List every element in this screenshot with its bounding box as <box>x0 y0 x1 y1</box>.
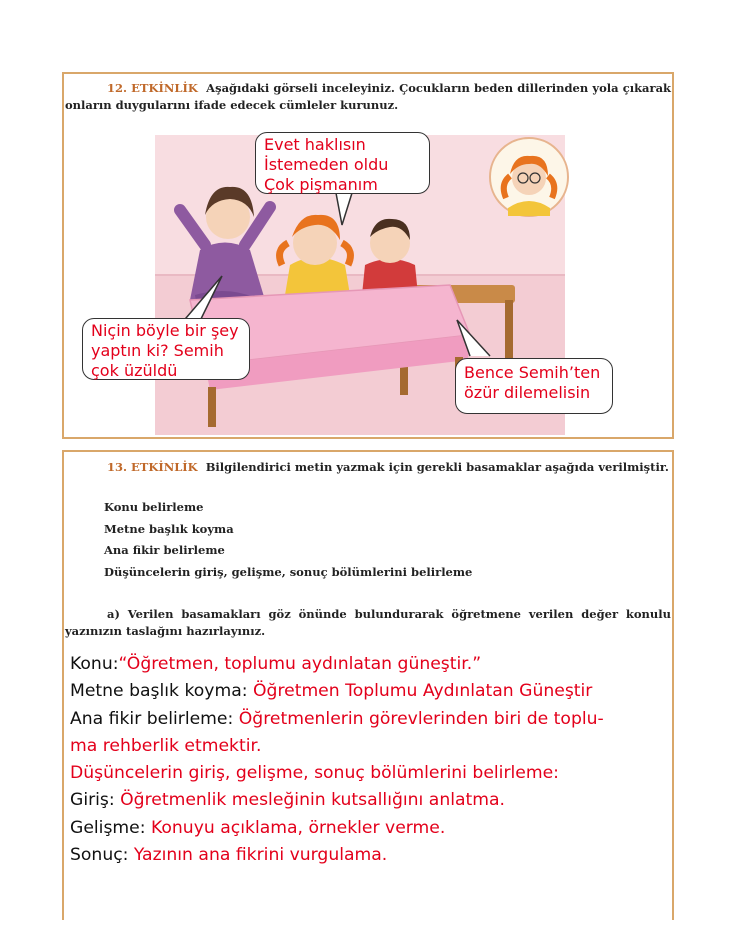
steps-list <box>104 497 472 583</box>
answer-anafikir <box>70 706 670 733</box>
giris-value: Öğretmenlik mesleğinin kutsallığını anlatma. <box>120 790 506 811</box>
activity-13-heading: 13. ETKİNLİK <box>107 460 198 474</box>
speech-bubble-right <box>455 358 613 414</box>
anafikir-value: Öğretmenlerin görevlerinden biri de toplu- <box>238 708 604 729</box>
baslik-label: Metne başlık koyma: <box>70 681 248 702</box>
question-text: a) Verilen basamakları göz önünde bulundurarak öğretmene verilen değer konulu yazınızın taslağını hazırlayınız. <box>65 607 671 638</box>
speech-bubble-top <box>255 132 430 194</box>
answer-sonuc <box>70 842 670 869</box>
bubble-right-line-2: özür dilemelisin <box>464 383 591 402</box>
step-item: Metne başlık koyma <box>104 521 234 536</box>
bubble-left-line-1: Niçin böyle bir şey <box>91 321 239 340</box>
step-item: Ana fikir belirleme <box>104 543 225 557</box>
bubble-left-line-2: yaptın ki? Semih <box>91 341 224 360</box>
answer-bolumler: Düşüncelerin giriş, gelişme, sonuç bölümlerini belirleme: <box>70 763 559 784</box>
gelisme-value: Konuyu açıklama, örnekler verme. <box>150 817 446 838</box>
answer-giris <box>70 787 670 814</box>
activity-13-question <box>65 606 671 640</box>
activity-13-instructions <box>65 459 671 476</box>
bubble-top-line-1: Evet haklısın <box>264 135 366 154</box>
gelisme-label: Gelişme: <box>70 817 146 838</box>
step-item: Düşüncelerin giriş, gelişme, sonuç bölümlerini belirleme <box>104 564 473 579</box>
konu-value: “Öğretmen, toplumu aydınlatan güneştir.” <box>118 654 482 674</box>
sonuc-label: Sonuç: <box>70 845 129 866</box>
bubble-top-line-3: Çok pişmanım <box>264 175 378 194</box>
giris-label: Giriş: <box>70 790 115 811</box>
activity-12-heading: 12. ETKİNLİK <box>107 81 198 95</box>
activity-12-text: Aşağıdaki görseli inceleyiniz. Çocukların beden dillerinden yola çıkarak onların duygularını ifade edecek cümleler kurunuz. <box>65 81 671 112</box>
answer-block <box>70 651 670 869</box>
answer-gelisme <box>70 815 670 842</box>
bubble-top-line-2: İstemeden oldu <box>264 155 389 174</box>
sonuc-value: Yazının ana fikrini vurgulama. <box>133 845 388 866</box>
speech-bubble-left <box>82 318 250 380</box>
anafikir-label: Ana fikir belirleme: <box>70 708 234 729</box>
answer-baslik <box>70 678 670 705</box>
activity-13-text: Bilgilendirici metin yazmak için gerekli basamaklar aşağıda verilmiştir. <box>205 460 669 474</box>
bubble-left-line-3: çok üzüldü <box>91 361 178 380</box>
bubble-right-line-1: Bence Semih’ten <box>464 363 601 382</box>
answer-konu <box>70 651 670 678</box>
baslik-value: Öğretmen Toplumu Aydınlatan Güneştir <box>253 681 593 702</box>
anafikir-value-continued: ma rehberlik etmektir. <box>70 735 262 756</box>
step-item: Konu belirleme <box>104 500 204 514</box>
konu-label: Konu: <box>70 654 119 674</box>
